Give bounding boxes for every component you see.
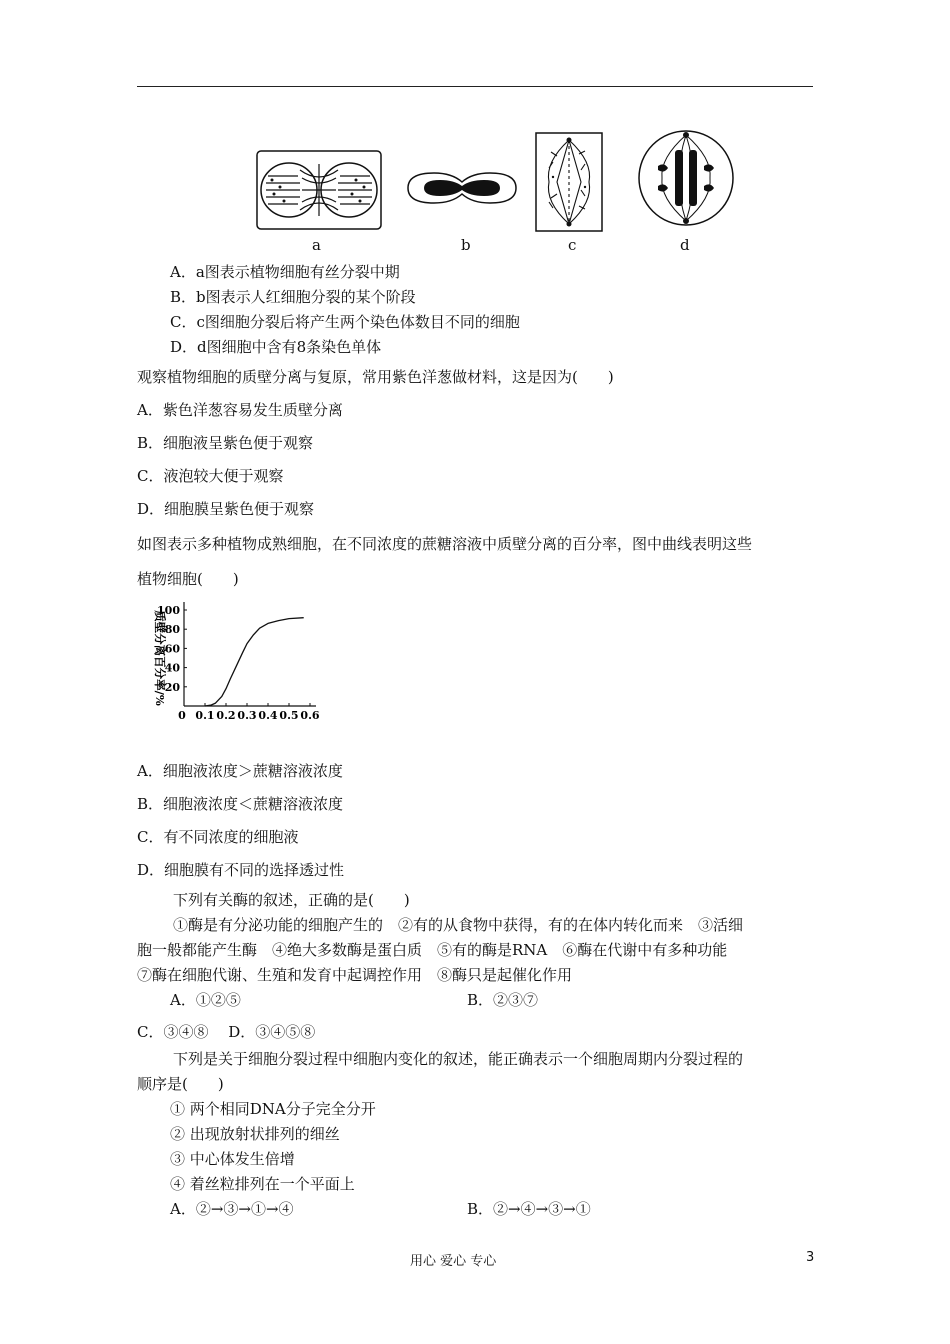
q3-option-a: A．细胞液浓度＞蔗糖溶液浓度: [137, 762, 343, 780]
y-tick-label: 40: [164, 661, 180, 675]
figure-a-label: a: [312, 236, 321, 254]
y-tick-label: 20: [164, 680, 180, 694]
q5-item-1: ① 两个相同DNA分子完全分开: [170, 1100, 376, 1118]
q5-item-2: ② 出现放射状排列的细丝: [170, 1125, 340, 1143]
q4-statement-line3: ⑦酶在细胞代谢、生殖和发育中起调控作用 ⑧酶只是起催化作用: [137, 966, 573, 984]
q5-stem-line2: 顺序是( ): [137, 1075, 224, 1093]
q5-item-4: ④ 着丝粒排列在一个平面上: [170, 1175, 355, 1193]
x-tick-label: 0.2: [216, 709, 236, 722]
x-tick-label: 0.5: [279, 709, 299, 722]
figure-c-label: c: [568, 236, 577, 254]
q4-option-a: A．①②⑤: [170, 991, 241, 1009]
figure-c: [535, 132, 603, 232]
y-tick-label: 60: [164, 642, 180, 656]
q2-stem: 观察植物细胞的质壁分离与复原，常用紫色洋葱做材料，这是因为( ): [137, 368, 614, 386]
q4-stem: 下列有关酶的叙述，正确的是( ): [173, 891, 410, 909]
q2-option-a: A．紫色洋葱容易发生质壁分离: [137, 401, 343, 419]
figure-d-label: d: [680, 236, 690, 254]
q4-option-c-d: C．③④⑧ D．③④⑤⑧: [137, 1023, 316, 1041]
q5-option-b: B．②→④→③→①: [467, 1200, 591, 1218]
figure-b-label: b: [461, 236, 471, 254]
header-rule: [137, 86, 813, 87]
x-tick-label: 0.3: [237, 709, 257, 722]
y-axis-label: 质壁分离百分率/%: [153, 610, 167, 706]
figure-d: [636, 128, 736, 228]
q1-option-c: C．c图细胞分裂后将产生两个染色体数目不同的细胞: [170, 313, 520, 331]
x-tick-label: 0: [178, 709, 186, 722]
q1-option-a: A．a图表示植物细胞有丝分裂中期: [170, 263, 400, 281]
q3-option-c: C．有不同浓度的细胞液: [137, 828, 299, 846]
q4-statement-line2: 胞一般都能产生酶 ④绝大多数酶是蛋白质 ⑤有的酶是RNA ⑥酶在代谢中有多种功能: [137, 941, 728, 959]
x-tick-label: 0.6: [300, 709, 320, 722]
series-line: [205, 618, 304, 706]
q1-option-d: D．d图细胞中含有8条染色单体: [170, 338, 382, 356]
q4-statement-line1: ①酶是有分泌功能的细胞产生的 ②有的从食物中获得，有的在体内转化而来 ③活细: [173, 916, 744, 934]
plasmolysis-chart: [140, 598, 330, 728]
q2-option-d: D．细胞膜呈紫色便于观察: [137, 500, 315, 518]
q4-option-b: B．②③⑦: [467, 991, 539, 1009]
q1-option-b: B．b图表示人红细胞分裂的某个阶段: [170, 288, 416, 306]
q2-option-c: C．液泡较大便于观察: [137, 467, 284, 485]
figure-a: [256, 150, 382, 230]
x-tick-label: 0.4: [258, 709, 278, 722]
q5-option-a: A．②→③→①→④: [170, 1200, 294, 1218]
q3-stem-line1: 如图表示多种植物成熟细胞，在不同浓度的蔗糖溶液中质壁分离的百分率，图中曲线表明这些: [137, 535, 753, 553]
q3-stem-line2: 植物细胞( ): [137, 570, 239, 588]
page-number: 3: [806, 1250, 815, 1265]
page-footer: 用心 爱心 专心: [410, 1254, 497, 1269]
q3-option-d: D．细胞膜有不同的选择透过性: [137, 861, 345, 879]
q3-option-b: B．细胞液浓度＜蔗糖溶液浓度: [137, 795, 344, 813]
q5-item-3: ③ 中心体发生倍增: [170, 1150, 295, 1168]
figure-b: [404, 170, 520, 206]
y-tick-label: 100: [157, 604, 180, 617]
q2-option-b: B．细胞液呈紫色便于观察: [137, 434, 314, 452]
y-tick-label: 80: [164, 623, 180, 637]
q5-stem-line1: 下列是关于细胞分裂过程中细胞内变化的叙述，能正确表示一个细胞周期内分裂过程的: [173, 1050, 744, 1068]
x-tick-label: 0.1: [195, 709, 215, 722]
